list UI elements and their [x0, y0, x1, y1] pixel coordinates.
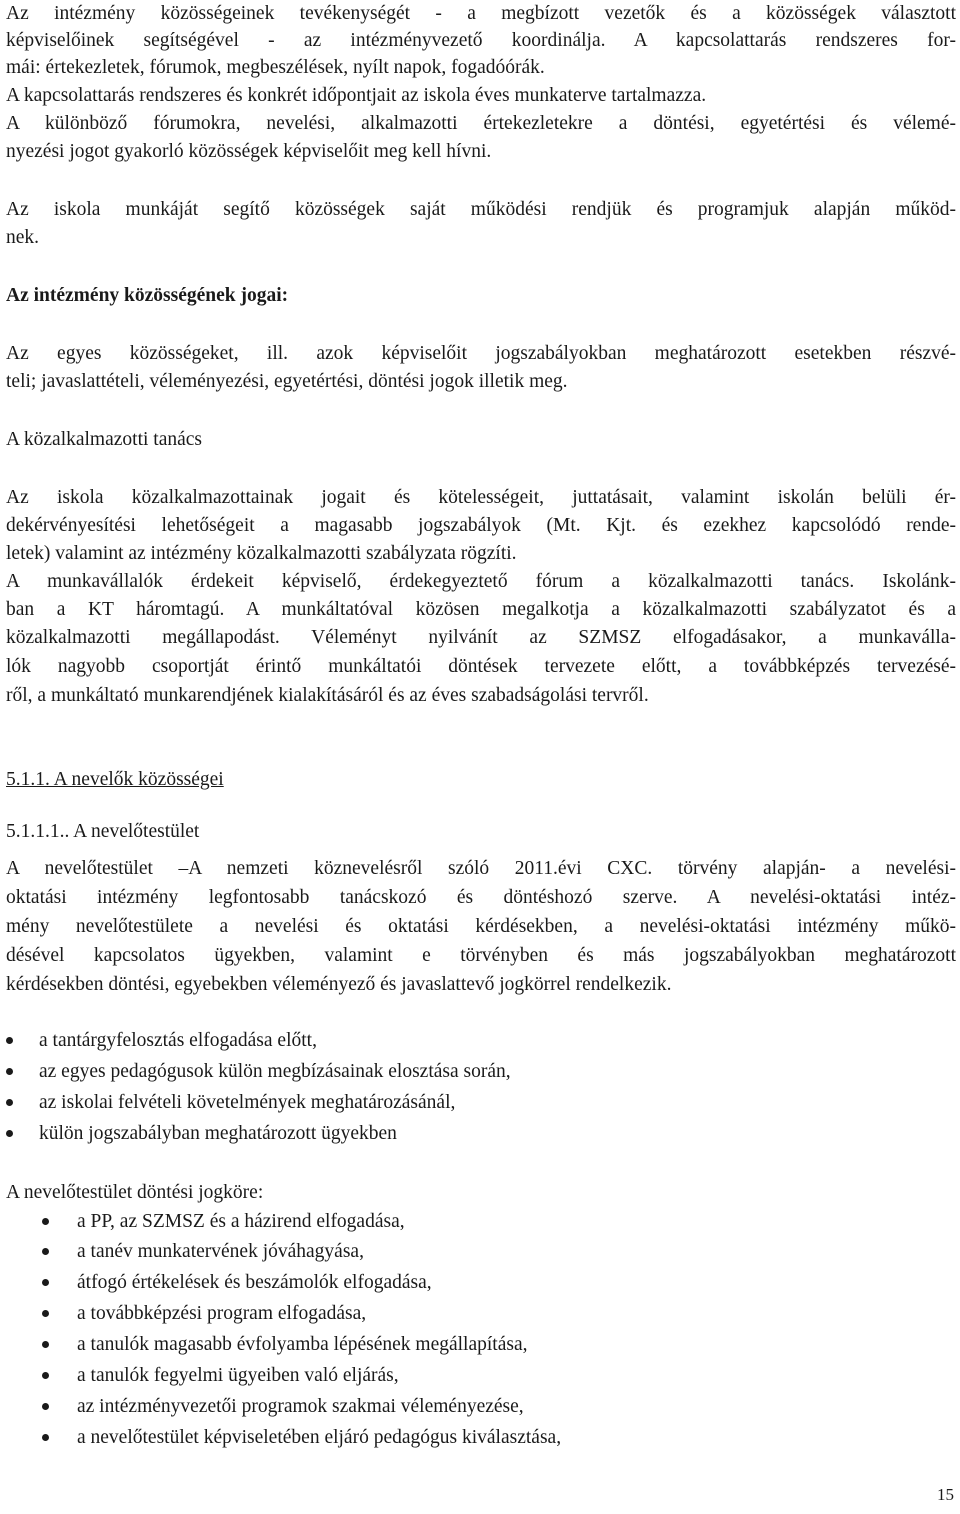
text-line: lók nagyobb csoportját érintő munkáltatói döntések tervezete előtt, a továbbképzés tervezésé-: [6, 656, 956, 677]
list-item: külön jogszabályban meghatározott ügyekben: [39, 1123, 397, 1144]
text-line: Az intézmény közösségeinek tevékenységét - a megbízott vezetők és a közösségek választott: [6, 3, 956, 24]
bullet-icon: [42, 1218, 49, 1225]
text-line: Az egyes közösségeket, ill. azok képviselőit jogszabályokban meghatározott esetekben részvé-: [6, 343, 956, 364]
bullet-icon: [42, 1310, 49, 1317]
text-line: oktatási intézmény legfontosabb tanácskozó és döntéshozó szerve. A nevelési-oktatási intéz-: [6, 887, 956, 908]
list-item: a PP, az SZMSZ és a házirend elfogadása,: [77, 1211, 405, 1232]
page-number: 15: [937, 1485, 954, 1504]
section-heading-5-1-1: 5.1.1. A nevelők közösségei: [6, 769, 224, 790]
bullet-icon: [42, 1403, 49, 1410]
section-heading-5-1-1-1: 5.1.1.1.. A nevelőtestület: [6, 821, 200, 842]
list-item: átfogó értékelések és beszámolók elfogadása,: [77, 1272, 432, 1293]
text-line: mái: értekezletek, fórumok, megbeszélések, nyílt napok, fogadóórák.: [6, 57, 545, 78]
bullet-icon: [6, 1068, 13, 1075]
list-item: a továbbképzési program elfogadása,: [77, 1303, 367, 1324]
text-line: ről, a munkáltató munkarendjének kialakításáról és az éves szabadságolási tervről.: [6, 685, 649, 706]
text-line: képviselőinek segítségével - az intézményvezető koordinálja. A kapcsolattarás rendszeres for-: [6, 30, 956, 51]
bullet-icon: [6, 1130, 13, 1137]
bullet-icon: [42, 1248, 49, 1255]
heading-community-rights: Az intézmény közösségének jogai:: [6, 285, 289, 306]
text-line: A kapcsolattarás rendszeres és konkrét időpontjait az iskola éves munkaterve tartalmazza.: [6, 85, 707, 106]
list-item: az intézményvezetői programok szakmai véleményezése,: [77, 1396, 524, 1417]
text-line: A munkavállalók érdekeit képviselő, érdekegyeztető fórum a közalkalmazotti tanács. Iskolánk-: [6, 571, 956, 592]
heading-employee-council: A közalkalmazotti tanács: [6, 429, 203, 450]
bullet-icon: [6, 1099, 13, 1106]
bullet-icon: [42, 1279, 49, 1286]
list-item: az iskolai felvételi követelmények meghatározásánál,: [39, 1092, 456, 1113]
text-line: Az iskola közalkalmazottainak jogait és kötelességeit, juttatásait, valamint iskolán belüli ér-: [6, 487, 956, 508]
text-line: teli; javaslattételi, véleményezési, egyetértési, döntési jogok illetik meg.: [6, 371, 568, 392]
text-line: letek) valamint az intézmény közalkalmazotti szabályzata rögzíti.: [6, 543, 517, 564]
list-item: a nevelőtestület képviseletében eljáró pedagógus kiválasztása,: [77, 1427, 562, 1448]
bullet-icon: [42, 1434, 49, 1441]
text-line: ban a KT háromtagú. A munkáltatóval közösen megalkotja a közalkalmazotti szabályzatot és a: [6, 599, 956, 620]
text-line: désével kapcsolatos ügyekben, valamint e törvényben és más jogszabályokban meghatározott: [6, 945, 956, 966]
text-line: kérdésekben döntési, egyebekben véleményező és javaslattevő jogkörrel rendelkezik.: [6, 974, 672, 995]
bullet-icon: [42, 1372, 49, 1379]
list-item: a tanulók magasabb évfolyamba lépésének megállapítása,: [77, 1334, 528, 1355]
list-item: a tanév munkatervének jóváhagyása,: [77, 1241, 364, 1262]
text-line: A nevelőtestület –A nemzeti köznevelésről szóló 2011.évi CXC. törvény alapján- a nevelési-: [6, 858, 956, 879]
text-line: nek.: [6, 227, 40, 248]
bullet-icon: [6, 1037, 13, 1044]
text-line: közalkalmazotti megállapodást. Véleményt nyilvánít az SZMSZ elfogadásakor, a munkaválla-: [6, 627, 956, 648]
decision-heading: A nevelőtestület döntési jogköre:: [6, 1182, 264, 1203]
text-line: A különböző fórumokra, nevelési, alkalmazotti értekezletekre a döntési, egyetértési és vélemé-: [6, 113, 956, 134]
text-line: Az iskola munkáját segítő közösségek saját működési rendjük és programjuk alapján működ-: [6, 199, 956, 220]
bullet-icon: [42, 1341, 49, 1348]
text-line: dekérvényesítési lehetőségeit a magasabb jogszabályok (Mt. Kjt. és ezekhez kapcsolódó rende-: [6, 515, 956, 536]
list-item: a tantárgyfelosztás elfogadása előtt,: [39, 1030, 317, 1051]
list-item: az egyes pedagógusok külön megbízásainak elosztása során,: [39, 1061, 511, 1082]
text-line: nyezési jogot gyakorló közösségek képviselőit meg kell hívni.: [6, 141, 492, 162]
text-line: mény nevelőtestülete a nevelési és oktatási kérdésekben, a nevelési-oktatási intézmény műkö-: [6, 916, 956, 937]
list-item: a tanulók fegyelmi ügyeiben való eljárás,: [77, 1365, 399, 1386]
